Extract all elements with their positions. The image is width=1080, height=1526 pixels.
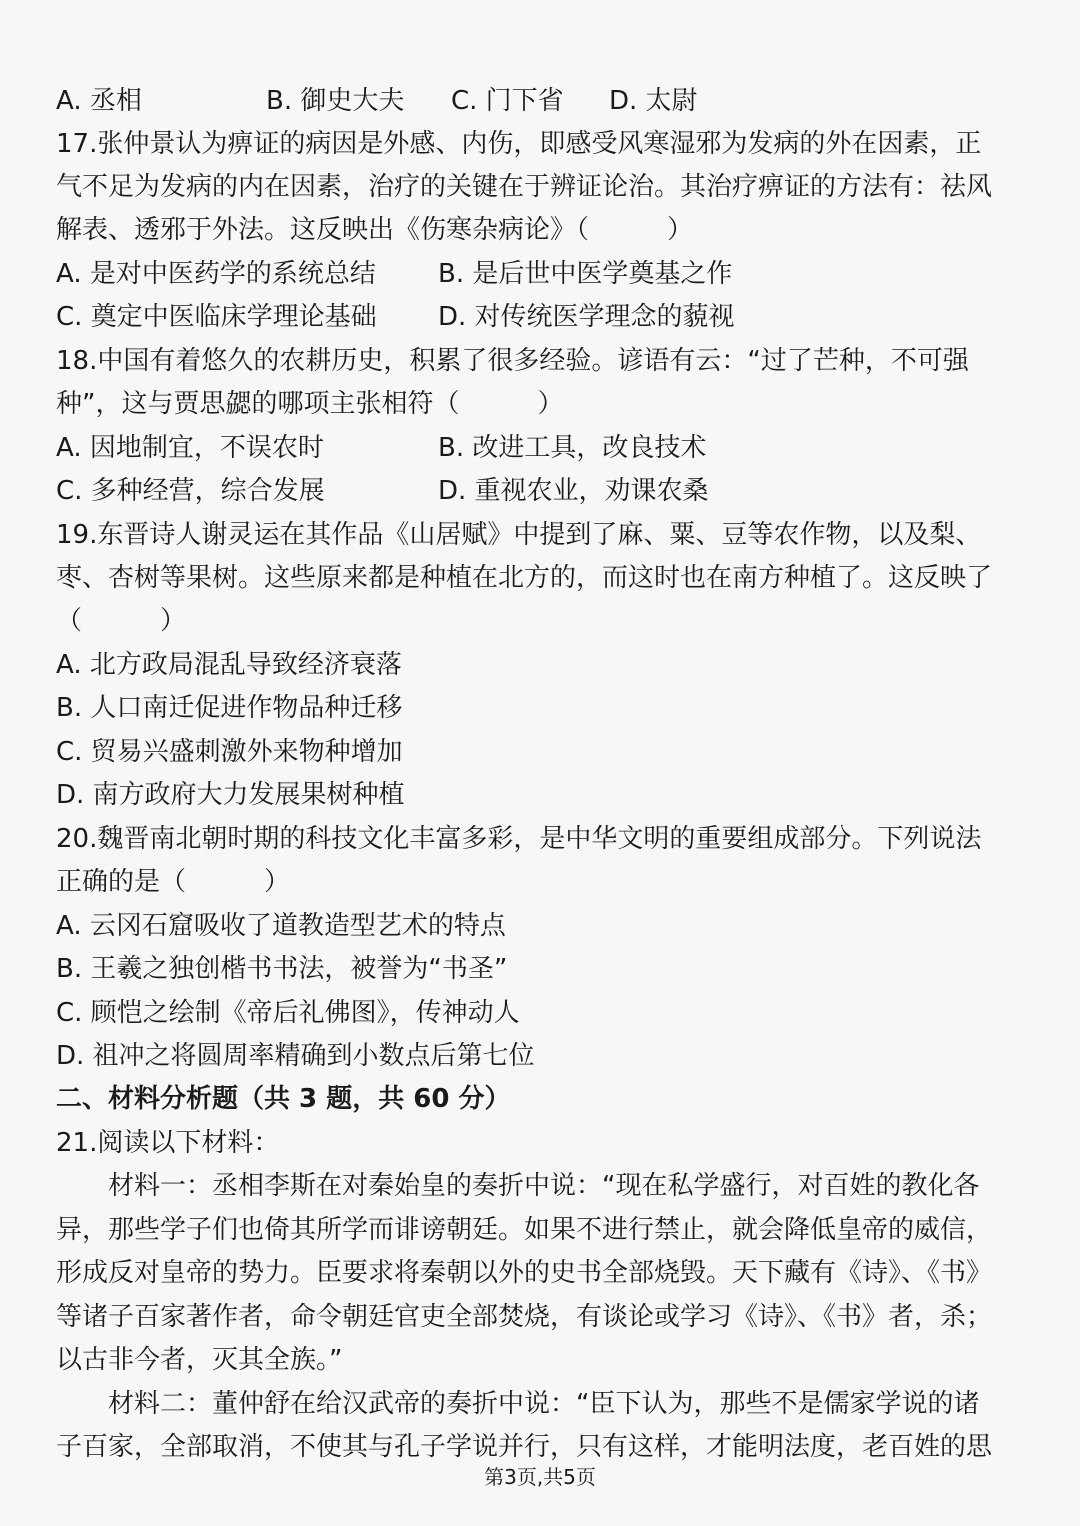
q16-option-d: D. 太尉 (609, 86, 698, 116)
q21-material1-line-4: 等诸子百家著作者，命令朝廷官吏全部焚烧，有谈论或学习《诗》、《书》者，杀； (56, 1302, 993, 1332)
q19-option-c: C. 贸易兴盛刺激外来物种增加 (56, 737, 403, 767)
section-heading: 二、材料分析题（共 3 题，共 60 分） (56, 1084, 511, 1114)
q21-intro: 21.阅读以下材料： (56, 1128, 280, 1158)
q19-stem-line-2: 枣、杏树等果树。这些原来都是种植在北方的，而这时也在南方种植了。这反映了 (56, 563, 993, 593)
q16-options (56, 80, 1031, 123)
q21-material1-line-2: 异，那些学子们也倚其所学而诽谤朝廷。如果不进行禁止，就会降低皇帝的威信， (56, 1215, 993, 1245)
q19-option-b: B. 人口南迁促进作物品种迁移 (56, 693, 403, 723)
q18-stem-line-2: 种”，这与贾思勰的哪项主张相符（ ） (56, 389, 564, 419)
q18-options-row-2 (56, 470, 1031, 513)
q18-option-c: C. 多种经营，综合发展 (56, 476, 325, 506)
q21-material1-line-1: 材料一：丞相李斯在对秦始皇的奏折中说：“现在私学盛行，对百姓的教化各 (108, 1171, 980, 1201)
q17-options-row-1 (56, 253, 1031, 296)
page-number: 第3页,共5页 (484, 1465, 596, 1489)
q20-option-d: D. 祖冲之将圆周率精确到小数点后第七位 (56, 1041, 535, 1071)
q17-options-row-2 (56, 296, 1031, 339)
q21-material1-line-5: 以古非今者，灭其全族。” (56, 1345, 343, 1375)
q18-stem-line-1: 18.中国有着悠久的农耕历史，积累了很多经验。谚语有云：“过了芒种，不可强 (56, 346, 969, 376)
q17-option-a: A. 是对中医药学的系统总结 (56, 259, 376, 289)
q16-option-b: B. 御史大夫 (266, 86, 405, 116)
q18-options-row-1 (56, 427, 1031, 470)
q16-option-c: C. 门下省 (451, 86, 564, 116)
q19-option-d: D. 南方政府大力发展果树种植 (56, 780, 405, 810)
q20-option-a: A. 云冈石窟吸收了道教造型艺术的特点 (56, 911, 506, 941)
q21-material2-line-2: 子百家，全部取消，不使其与孔子学说并行，只有这样，才能明法度，老百姓的思 (56, 1432, 993, 1462)
q19-stem-line-3: （ ） (56, 606, 187, 636)
q21-material2-line-1: 材料二：董仲舒在给汉武帝的奏折中说：“臣下认为，那些不是儒家学说的诸 (108, 1389, 980, 1419)
q17-stem-line-2: 气不足为发病的内在因素，治疗的关键在于辨证论治。其治疗痹证的方法有：祛风 (56, 172, 993, 202)
q18-option-b: B. 改进工具，改良技术 (438, 433, 707, 463)
q20-option-b: B. 王羲之独创楷书书法，被誉为“书圣” (56, 954, 508, 984)
q20-stem-line-2: 正确的是（ ） (56, 867, 291, 897)
q16-option-a: A. 丞相 (56, 86, 142, 116)
q17-option-b: B. 是后世中医学奠基之作 (438, 259, 733, 289)
q17-option-c: C. 奠定中医临床学理论基础 (56, 302, 377, 332)
q19-stem-line-1: 19.东晋诗人谢灵运在其作品《山居赋》中提到了麻、粟、豆等农作物，以及梨、 (56, 520, 982, 550)
q17-stem-line-3: 解表、透邪于外法。这反映出《伤寒杂病论》（ ） (56, 215, 694, 245)
q17-option-d: D. 对传统医学理念的藐视 (438, 302, 735, 332)
q20-option-c: C. 顾恺之绘制《帝后礼佛图》，传神动人 (56, 998, 520, 1028)
q19-option-a: A. 北方政局混乱导致经济衰落 (56, 650, 402, 680)
q21-material1-line-3: 形成反对皇帝的势力。臣要求将秦朝以外的史书全部烧毁。天下藏有《诗》、《书》 (56, 1258, 993, 1288)
q18-option-a: A. 因地制宜，不误农时 (56, 433, 324, 463)
q18-option-d: D. 重视农业，劝课农桑 (438, 476, 709, 506)
q20-stem-line-1: 20.魏晋南北朝时期的科技文化丰富多彩，是中华文明的重要组成部分。下列说法 (56, 824, 982, 854)
q17-stem-line-1: 17.张仲景认为痹证的病因是外感、内伤，即感受风寒湿邪为发病的外在因素，正 (56, 129, 982, 159)
